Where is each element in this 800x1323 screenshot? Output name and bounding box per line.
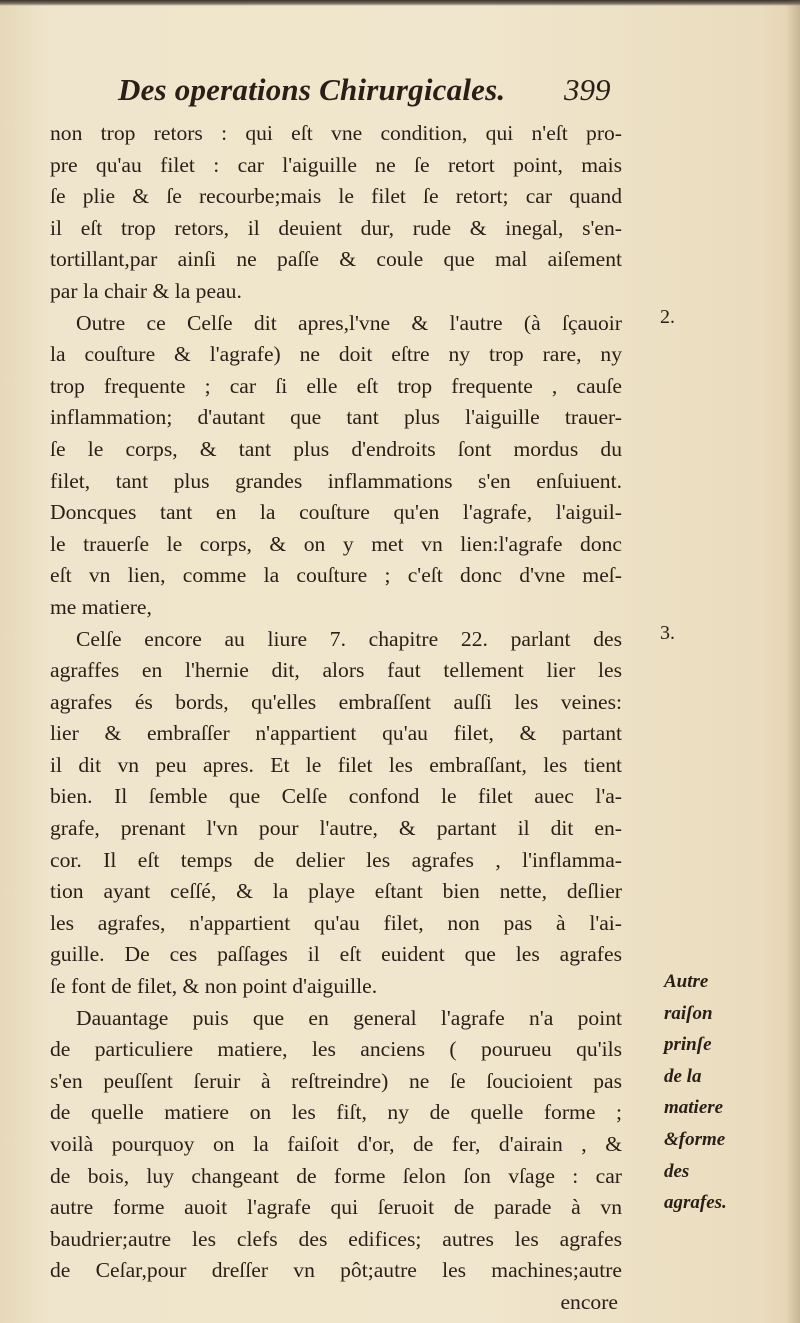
text-line: pre qu'au filet : car l'aiguille ne ſe retort point, mais: [50, 152, 622, 177]
margin-number: 2.: [660, 306, 675, 328]
text-line: par la chair & la peau.: [50, 278, 242, 303]
marginal-note-line: matiere: [664, 1097, 724, 1119]
text-line: agrafes és bords, qu'elles embraſſent auſſi les veines:: [50, 689, 622, 714]
text-line: tortillant,par ainſi ne paſſe & coule que mal aiſement: [50, 247, 622, 272]
text-line: les agrafes, n'appartient qu'au filet, non pas à l'ai-: [50, 910, 622, 935]
text-line: ſe le corps, & tant plus d'endroits ſont mordus du: [50, 436, 622, 461]
running-header: [118, 72, 638, 116]
body-text: [50, 118, 622, 1319]
text-line: voilà pourquoy on la faiſoit d'or, de fer, d'airain , &: [50, 1132, 622, 1156]
text-line: non trop retors : qui eſt vne condition, qui n'eſt pro-: [50, 121, 622, 145]
text-line: lier & embraſſer n'appartient qu'au filet, & partant: [50, 721, 622, 746]
text-line: de particuliere matiere, les anciens ( pourueu qu'ils: [50, 1037, 622, 1062]
text-line: baudrier;autre les clefs des edifices; autres les agrafes: [50, 1226, 622, 1251]
text-line: Celſe encore au liure 7. chapitre 22. parlant des: [76, 626, 622, 651]
text-line: eſt vn lien, comme la couſture ; c'eſt donc d'vne meſ-: [50, 563, 622, 588]
text-line: de Ceſar,pour dreſſer vn pôt;autre les machines;autre: [50, 1258, 622, 1283]
running-title: Des operations Chirurgicales.: [118, 72, 506, 107]
text-line: Dauantage puis que en general l'agrafe n'a point: [76, 1005, 622, 1030]
page-right-edge: [786, 0, 800, 1323]
text-line: cor. Il eſt temps de delier les agrafes , l'inflamma-: [50, 847, 622, 872]
page-top-edge: [0, 0, 800, 6]
text-line: ſe font de filet, & non point d'aiguille.: [50, 974, 378, 999]
catchword: encore: [560, 1289, 618, 1314]
text-line: la couſture & l'agrafe) ne doit eſtre ny trop rare, ny: [50, 342, 622, 367]
text-line: filet, tant plus grandes inflammations s'en enſuiuent.: [50, 468, 622, 493]
marginal-note-line: prinſe: [664, 1034, 712, 1056]
marginal-note-line: Autre: [664, 971, 709, 992]
marginal-note-line: des: [664, 1160, 690, 1182]
text-line: inflammation; d'autant que tant plus l'aiguille trauer-: [50, 405, 622, 430]
text-line: ſe plie & ſe recourbe;mais le filet ſe retort; car quand: [50, 184, 622, 209]
text-line: le trauerſe le corps, & on y met vn lien:l'agrafe donc: [50, 531, 622, 556]
text-line: me matiere,: [50, 594, 152, 619]
text-line: il eſt trop retors, il deuient dur, rude & inegal, s'en-: [50, 215, 622, 240]
marginal-note-line: agrafes.: [664, 1192, 727, 1214]
margin-number: 3.: [660, 622, 675, 644]
marginal-note-line: &forme: [664, 1128, 726, 1150]
marginal-note-line: de la: [664, 1065, 702, 1087]
text-line: bien. Il ſemble que Celſe confond le filet auec l'a-: [50, 784, 622, 809]
text-line: de bois, luy changeant de forme ſelon ſon vſage : car: [50, 1163, 622, 1188]
text-line: Doncques tant en la couſture qu'en l'agrafe, l'aiguil-: [50, 500, 622, 525]
text-line: guille. De ces paſſages il eſt euident que les agrafes: [50, 942, 622, 967]
text-line: il dit vn peu apres. Et le filet les embraſſant, les tient: [50, 752, 622, 777]
page-number: 399: [564, 72, 611, 107]
text-line: trop frequente ; car ſi elle eſt trop frequente , cauſe: [50, 373, 622, 398]
marginal-note: [664, 966, 784, 1219]
text-line: tion ayant ceſſé, & la playe eſtant bien nette, deſlier: [50, 879, 622, 904]
text-line: s'en peuſſent ſeruir à reſtreindre) ne ſe ſoucioient pas: [50, 1068, 622, 1093]
text-line: autre forme auoit l'agrafe qui ſeruoit de parade à vn: [50, 1195, 622, 1220]
marginal-note-line: raiſon: [664, 1002, 713, 1024]
text-line: de quelle matiere on les fiſt, ny de quelle forme ;: [50, 1100, 622, 1125]
text-line: grafe, prenant l'vn pour l'autre, & partant il dit en-: [50, 816, 622, 841]
text-line: agraffes en l'hernie dit, alors faut tellement lier les: [50, 658, 622, 683]
text-line: Outre ce Celſe dit apres,l'vne & l'autre (à ſçauoir: [76, 310, 622, 335]
